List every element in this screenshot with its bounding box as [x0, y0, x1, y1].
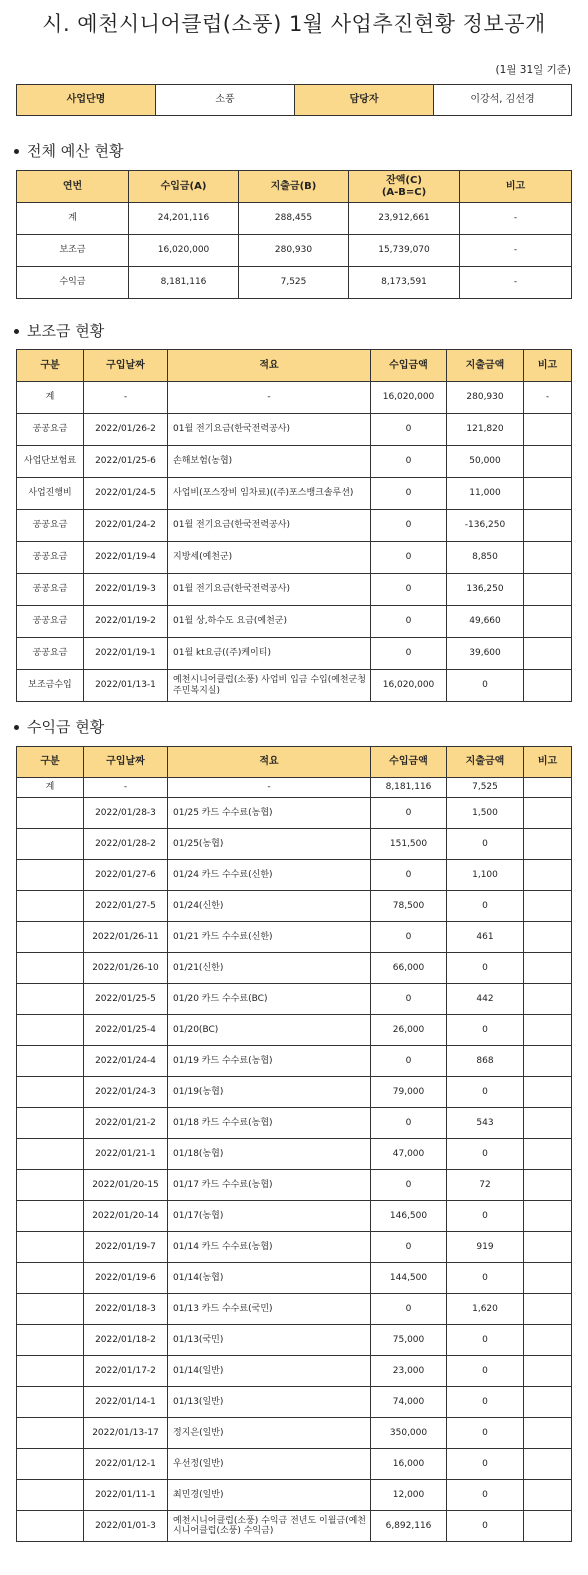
revenue-cell: 2022/01/26-10 — [84, 953, 168, 984]
revenue-row — [17, 860, 572, 891]
subsidy-row — [17, 414, 572, 446]
subsidy-cell: 지방세(예천군) — [168, 542, 371, 574]
revenue-cell: 2022/01/11-1 — [84, 1480, 168, 1511]
revenue-table — [16, 746, 572, 1542]
revenue-cell — [17, 1139, 84, 1170]
budget-row — [17, 203, 572, 235]
revenue-cell: 예천시니어클럽(소풍) 수익금 전년도 이월금(예천시니어클럽(소풍) 수익금) — [168, 1511, 371, 1542]
subsidy-cell: 39,600 — [447, 638, 524, 670]
revenue-row — [17, 1015, 572, 1046]
subsidy-cell: 0 — [371, 510, 447, 542]
revenue-cell: 74,000 — [371, 1387, 447, 1418]
subsidy-row — [17, 542, 572, 574]
revenue-cell: 0 — [447, 1015, 524, 1046]
revenue-cell: 0 — [447, 891, 524, 922]
budget-cell: 7,525 — [239, 267, 349, 299]
subsidy-cell: 01월 전기요금(한국전력공사) — [168, 510, 371, 542]
subsidy-cell: 0 — [447, 670, 524, 702]
revenue-row — [17, 1387, 572, 1418]
subsidy-cell: 공공요금 — [17, 574, 84, 606]
revenue-cell: 2022/01/25-5 — [84, 984, 168, 1015]
revenue-header: 지출금액 — [447, 747, 524, 778]
subsidy-cell: 보조금수입 — [17, 670, 84, 702]
revenue-cell: 72 — [447, 1170, 524, 1201]
revenue-cell — [17, 829, 84, 860]
revenue-cell — [17, 922, 84, 953]
revenue-cell — [17, 860, 84, 891]
revenue-cell: 0 — [447, 1480, 524, 1511]
revenue-cell: 2022/01/13-17 — [84, 1418, 168, 1449]
revenue-row — [17, 1449, 572, 1480]
subsidy-cell: 손해보험(농협) — [168, 446, 371, 478]
revenue-cell: 01/14 카드 수수료(농협) — [168, 1232, 371, 1263]
revenue-cell: 0 — [371, 1170, 447, 1201]
revenue-cell — [524, 1077, 572, 1108]
revenue-cell — [17, 1387, 84, 1418]
revenue-cell: 0 — [371, 1232, 447, 1263]
revenue-cell — [524, 829, 572, 860]
revenue-header: 적요 — [168, 747, 371, 778]
revenue-cell: 계 — [17, 778, 84, 798]
subsidy-header: 지출금액 — [447, 350, 524, 382]
budget-header: 지출금(B) — [239, 171, 349, 203]
subsidy-cell: 2022/01/19-2 — [84, 606, 168, 638]
subsidy-cell: 2022/01/19-1 — [84, 638, 168, 670]
revenue-cell: 01/20 카드 수수료(BC) — [168, 984, 371, 1015]
revenue-cell: 0 — [447, 829, 524, 860]
subsidy-cell: 공공요금 — [17, 606, 84, 638]
revenue-cell — [524, 1511, 572, 1542]
revenue-cell: 7,525 — [447, 778, 524, 798]
revenue-cell — [524, 778, 572, 798]
revenue-cell: 정지은(일반) — [168, 1418, 371, 1449]
subsidy-cell: 2022/01/25-6 — [84, 446, 168, 478]
subsidy-cell: 공공요금 — [17, 510, 84, 542]
revenue-cell — [17, 953, 84, 984]
revenue-cell — [524, 1201, 572, 1232]
subsidy-cell — [524, 446, 572, 478]
revenue-cell — [17, 798, 84, 829]
revenue-cell: 66,000 — [371, 953, 447, 984]
revenue-cell: 우선정(일반) — [168, 1449, 371, 1480]
revenue-cell — [17, 1511, 84, 1542]
revenue-cell — [524, 1046, 572, 1077]
revenue-cell: 01/25(농협) — [168, 829, 371, 860]
revenue-cell: 01/20(BC) — [168, 1015, 371, 1046]
subsidy-cell: 0 — [371, 446, 447, 478]
subsidy-row — [17, 446, 572, 478]
section-revenue — [14, 716, 104, 737]
revenue-row — [17, 1108, 572, 1139]
subsidy-header: 적요 — [168, 350, 371, 382]
subsidy-row — [17, 574, 572, 606]
revenue-cell: 01/18 카드 수수료(농협) — [168, 1108, 371, 1139]
revenue-cell: 01/19(농협) — [168, 1077, 371, 1108]
revenue-cell: 144,500 — [371, 1263, 447, 1294]
revenue-cell: 0 — [447, 1449, 524, 1480]
subsidy-header: 수입금액 — [371, 350, 447, 382]
revenue-cell: 2022/01/20-14 — [84, 1201, 168, 1232]
subsidy-cell: 280,930 — [447, 382, 524, 414]
subsidy-cell: - — [524, 382, 572, 414]
budget-header: 비고 — [460, 171, 572, 203]
section-subsidy-heading: 보조금 현황 — [27, 322, 105, 340]
revenue-row — [17, 891, 572, 922]
subsidy-cell: 50,000 — [447, 446, 524, 478]
revenue-cell — [17, 1480, 84, 1511]
subsidy-cell: 8,850 — [447, 542, 524, 574]
subsidy-cell: 01월 전기요금(한국전력공사) — [168, 574, 371, 606]
revenue-cell: 0 — [371, 1294, 447, 1325]
revenue-cell — [524, 860, 572, 891]
revenue-cell: 2022/01/18-3 — [84, 1294, 168, 1325]
budget-cell: 23,912,661 — [349, 203, 460, 235]
revenue-cell: 01/13 카드 수수료(국민) — [168, 1294, 371, 1325]
subsidy-cell: 0 — [371, 574, 447, 606]
subsidy-row — [17, 670, 572, 702]
budget-header: 수입금(A) — [129, 171, 239, 203]
budget-cell: 24,201,116 — [129, 203, 239, 235]
budget-header: 잔액(C) (A-B=C) — [349, 171, 460, 203]
revenue-row — [17, 1077, 572, 1108]
revenue-row — [17, 778, 572, 798]
revenue-cell: 6,892,116 — [371, 1511, 447, 1542]
subsidy-row — [17, 606, 572, 638]
revenue-cell — [524, 1170, 572, 1201]
subsidy-cell — [524, 670, 572, 702]
revenue-cell: 01/14(농협) — [168, 1263, 371, 1294]
unit-value: 소풍 — [156, 85, 295, 116]
section-budget — [14, 140, 123, 161]
revenue-cell: 0 — [447, 1201, 524, 1232]
revenue-cell — [17, 1263, 84, 1294]
revenue-cell: 0 — [371, 1046, 447, 1077]
subsidy-cell: 01월 전기요금(한국전력공사) — [168, 414, 371, 446]
revenue-cell: 47,000 — [371, 1139, 447, 1170]
subsidy-cell: - — [168, 382, 371, 414]
subsidy-cell: 16,020,000 — [371, 382, 447, 414]
revenue-cell: 1,620 — [447, 1294, 524, 1325]
budget-cell: 계 — [17, 203, 129, 235]
subsidy-cell: 0 — [371, 638, 447, 670]
revenue-row — [17, 922, 572, 953]
subsidy-header: 구입날짜 — [84, 350, 168, 382]
revenue-cell — [17, 1077, 84, 1108]
subsidy-row — [17, 478, 572, 510]
revenue-cell: 01/24(신한) — [168, 891, 371, 922]
revenue-cell: 0 — [447, 1387, 524, 1418]
revenue-row — [17, 1511, 572, 1542]
revenue-row — [17, 1139, 572, 1170]
revenue-row — [17, 829, 572, 860]
subsidy-cell: 49,660 — [447, 606, 524, 638]
revenue-cell — [524, 1418, 572, 1449]
revenue-cell: 2022/01/26-11 — [84, 922, 168, 953]
revenue-cell — [17, 1449, 84, 1480]
revenue-cell: 543 — [447, 1108, 524, 1139]
subsidy-cell: 0 — [371, 414, 447, 446]
revenue-cell: 0 — [371, 922, 447, 953]
revenue-cell: 1,500 — [447, 798, 524, 829]
subsidy-cell: 공공요금 — [17, 542, 84, 574]
revenue-cell: 2022/01/01-3 — [84, 1511, 168, 1542]
revenue-cell — [524, 1480, 572, 1511]
revenue-cell: 8,181,116 — [371, 778, 447, 798]
revenue-cell: 2022/01/24-3 — [84, 1077, 168, 1108]
revenue-cell — [524, 1139, 572, 1170]
subsidy-cell: 01월 상,하수도 요금(예천군) — [168, 606, 371, 638]
revenue-cell: 2022/01/27-6 — [84, 860, 168, 891]
revenue-cell: 2022/01/25-4 — [84, 1015, 168, 1046]
revenue-cell — [524, 1356, 572, 1387]
subsidy-cell — [524, 542, 572, 574]
revenue-cell: 0 — [447, 953, 524, 984]
revenue-cell: 23,000 — [371, 1356, 447, 1387]
subsidy-row — [17, 638, 572, 670]
page-title: 시. 예천시니어클럽(소풍) 1월 사업추진현황 정보공개 — [42, 12, 546, 36]
budget-cell: - — [460, 203, 572, 235]
revenue-row — [17, 1418, 572, 1449]
subsidy-cell: 2022/01/19-3 — [84, 574, 168, 606]
revenue-cell — [524, 1015, 572, 1046]
revenue-cell: 01/24 카드 수수료(신한) — [168, 860, 371, 891]
revenue-cell: 01/17 카드 수수료(농협) — [168, 1170, 371, 1201]
revenue-cell — [17, 1170, 84, 1201]
revenue-cell: 2022/01/14-1 — [84, 1387, 168, 1418]
revenue-cell: 01/17(농협) — [168, 1201, 371, 1232]
revenue-cell — [17, 1418, 84, 1449]
manager-label: 담당자 — [295, 85, 434, 116]
section-budget-heading: 전체 예산 현황 — [27, 142, 124, 160]
revenue-cell: 0 — [447, 1418, 524, 1449]
revenue-header: 구입날짜 — [84, 747, 168, 778]
revenue-row — [17, 1294, 572, 1325]
revenue-cell: 16,000 — [371, 1449, 447, 1480]
revenue-cell: 2022/01/21-2 — [84, 1108, 168, 1139]
budget-cell: 수익금 — [17, 267, 129, 299]
subsidy-cell — [524, 606, 572, 638]
revenue-cell — [17, 984, 84, 1015]
revenue-cell: 01/13(국민) — [168, 1325, 371, 1356]
revenue-cell: 01/14(일반) — [168, 1356, 371, 1387]
revenue-cell: 2022/01/19-7 — [84, 1232, 168, 1263]
budget-cell: 보조금 — [17, 235, 129, 267]
budget-cell: - — [460, 267, 572, 299]
budget-cell: 280,930 — [239, 235, 349, 267]
revenue-cell — [524, 1108, 572, 1139]
revenue-cell: 442 — [447, 984, 524, 1015]
revenue-cell — [524, 891, 572, 922]
revenue-cell — [17, 1356, 84, 1387]
revenue-cell: 12,000 — [371, 1480, 447, 1511]
subsidy-row — [17, 382, 572, 414]
revenue-cell: 2022/01/28-2 — [84, 829, 168, 860]
subsidy-header: 구분 — [17, 350, 84, 382]
revenue-cell: 2022/01/19-6 — [84, 1263, 168, 1294]
revenue-cell — [524, 1232, 572, 1263]
subsidy-cell: 11,000 — [447, 478, 524, 510]
subsidy-cell: 2022/01/26-2 — [84, 414, 168, 446]
as-of-date: (1월 31일 기준) — [495, 64, 571, 76]
revenue-cell: 1,100 — [447, 860, 524, 891]
budget-row — [17, 267, 572, 299]
revenue-cell: 2022/01/20-15 — [84, 1170, 168, 1201]
revenue-cell: 01/21 카드 수수료(신한) — [168, 922, 371, 953]
revenue-cell: 0 — [371, 1108, 447, 1139]
subsidy-cell: 공공요금 — [17, 414, 84, 446]
info-table — [16, 84, 572, 116]
revenue-cell: 919 — [447, 1232, 524, 1263]
bullet-icon — [14, 725, 19, 730]
revenue-cell: 146,500 — [371, 1201, 447, 1232]
subsidy-cell — [524, 638, 572, 670]
revenue-cell — [17, 1325, 84, 1356]
subsidy-cell: 16,020,000 — [371, 670, 447, 702]
section-subsidy — [14, 320, 104, 341]
revenue-cell: 2022/01/27-5 — [84, 891, 168, 922]
bullet-icon — [14, 329, 19, 334]
subsidy-cell: 0 — [371, 478, 447, 510]
bullet-icon — [14, 149, 19, 154]
revenue-header: 구분 — [17, 747, 84, 778]
subsidy-cell: 2022/01/24-5 — [84, 478, 168, 510]
subsidy-cell: 2022/01/13-1 — [84, 670, 168, 702]
revenue-cell — [524, 1449, 572, 1480]
revenue-cell: 2022/01/12-1 — [84, 1449, 168, 1480]
subsidy-cell — [524, 574, 572, 606]
revenue-row — [17, 1232, 572, 1263]
budget-row — [17, 235, 572, 267]
subsidy-cell: 0 — [371, 542, 447, 574]
revenue-cell: 0 — [447, 1077, 524, 1108]
budget-header: 연번 — [17, 171, 129, 203]
revenue-row — [17, 1170, 572, 1201]
revenue-cell — [17, 1015, 84, 1046]
revenue-cell: 최민경(일반) — [168, 1480, 371, 1511]
subsidy-cell: 사업단보험료 — [17, 446, 84, 478]
revenue-cell: 151,500 — [371, 829, 447, 860]
revenue-cell: 78,500 — [371, 891, 447, 922]
revenue-cell: 79,000 — [371, 1077, 447, 1108]
revenue-cell: 01/13(일반) — [168, 1387, 371, 1418]
subsidy-header: 비고 — [524, 350, 572, 382]
subsidy-cell: -136,250 — [447, 510, 524, 542]
revenue-cell: 0 — [371, 798, 447, 829]
revenue-cell — [524, 953, 572, 984]
budget-cell: 8,181,116 — [129, 267, 239, 299]
revenue-cell: 01/19 카드 수수료(농협) — [168, 1046, 371, 1077]
revenue-row — [17, 1325, 572, 1356]
revenue-cell: 0 — [447, 1139, 524, 1170]
revenue-cell: 2022/01/24-4 — [84, 1046, 168, 1077]
budget-table — [16, 170, 572, 299]
revenue-cell: - — [84, 778, 168, 798]
revenue-cell — [17, 1232, 84, 1263]
revenue-cell: 2022/01/17-2 — [84, 1356, 168, 1387]
subsidy-cell — [524, 478, 572, 510]
revenue-cell: 0 — [447, 1263, 524, 1294]
revenue-cell: 01/18(농협) — [168, 1139, 371, 1170]
revenue-cell — [17, 1108, 84, 1139]
revenue-cell: 2022/01/28-3 — [84, 798, 168, 829]
revenue-cell: 0 — [447, 1325, 524, 1356]
budget-cell: 8,173,591 — [349, 267, 460, 299]
revenue-row — [17, 1263, 572, 1294]
revenue-cell — [524, 922, 572, 953]
manager-value: 이강석, 김선경 — [434, 85, 572, 116]
subsidy-cell: 사업비(포스장비 임차료)((주)포스뱅크솔루션) — [168, 478, 371, 510]
budget-cell: - — [460, 235, 572, 267]
revenue-row — [17, 1046, 572, 1077]
revenue-cell — [524, 984, 572, 1015]
revenue-cell — [17, 1294, 84, 1325]
revenue-cell — [17, 891, 84, 922]
revenue-cell: 2022/01/21-1 — [84, 1139, 168, 1170]
subsidy-cell: 2022/01/24-2 — [84, 510, 168, 542]
subsidy-cell — [524, 510, 572, 542]
revenue-cell: 350,000 — [371, 1418, 447, 1449]
subsidy-cell: 공공요금 — [17, 638, 84, 670]
subsidy-cell: 2022/01/19-4 — [84, 542, 168, 574]
revenue-cell: 868 — [447, 1046, 524, 1077]
subsidy-cell: 계 — [17, 382, 84, 414]
budget-cell: 16,020,000 — [129, 235, 239, 267]
budget-cell: 288,455 — [239, 203, 349, 235]
revenue-header: 수입금액 — [371, 747, 447, 778]
subsidy-cell: 136,250 — [447, 574, 524, 606]
subsidy-row — [17, 510, 572, 542]
revenue-cell: 461 — [447, 922, 524, 953]
revenue-row — [17, 953, 572, 984]
revenue-cell: 26,000 — [371, 1015, 447, 1046]
revenue-cell — [524, 1263, 572, 1294]
revenue-row — [17, 798, 572, 829]
revenue-cell — [17, 1046, 84, 1077]
revenue-cell: 0 — [371, 860, 447, 891]
revenue-row — [17, 1356, 572, 1387]
revenue-cell: 0 — [447, 1511, 524, 1542]
revenue-cell: 01/21(신한) — [168, 953, 371, 984]
revenue-cell: 01/25 카드 수수료(농협) — [168, 798, 371, 829]
subsidy-cell: 01월 kt요금((주)케이티) — [168, 638, 371, 670]
subsidy-cell: 0 — [371, 606, 447, 638]
revenue-cell — [524, 1325, 572, 1356]
subsidy-cell: 예천시니어클럽(소풍) 사업비 입금 수입(예천군청 주민복지실) — [168, 670, 371, 702]
section-revenue-heading: 수익금 현황 — [27, 718, 105, 736]
subsidy-cell: 사업진행비 — [17, 478, 84, 510]
budget-cell: 15,739,070 — [349, 235, 460, 267]
revenue-cell: 75,000 — [371, 1325, 447, 1356]
subsidy-table — [16, 349, 572, 702]
revenue-cell — [524, 798, 572, 829]
revenue-header: 비고 — [524, 747, 572, 778]
revenue-row — [17, 1480, 572, 1511]
revenue-cell: - — [168, 778, 371, 798]
unit-label: 사업단명 — [17, 85, 156, 116]
subsidy-cell — [524, 414, 572, 446]
subsidy-cell: 121,820 — [447, 414, 524, 446]
revenue-cell — [524, 1387, 572, 1418]
revenue-cell: 0 — [447, 1356, 524, 1387]
revenue-row — [17, 1201, 572, 1232]
revenue-cell: 0 — [371, 984, 447, 1015]
revenue-cell — [17, 1201, 84, 1232]
subsidy-cell: - — [84, 382, 168, 414]
revenue-cell: 2022/01/18-2 — [84, 1325, 168, 1356]
revenue-cell — [524, 1294, 572, 1325]
revenue-row — [17, 984, 572, 1015]
